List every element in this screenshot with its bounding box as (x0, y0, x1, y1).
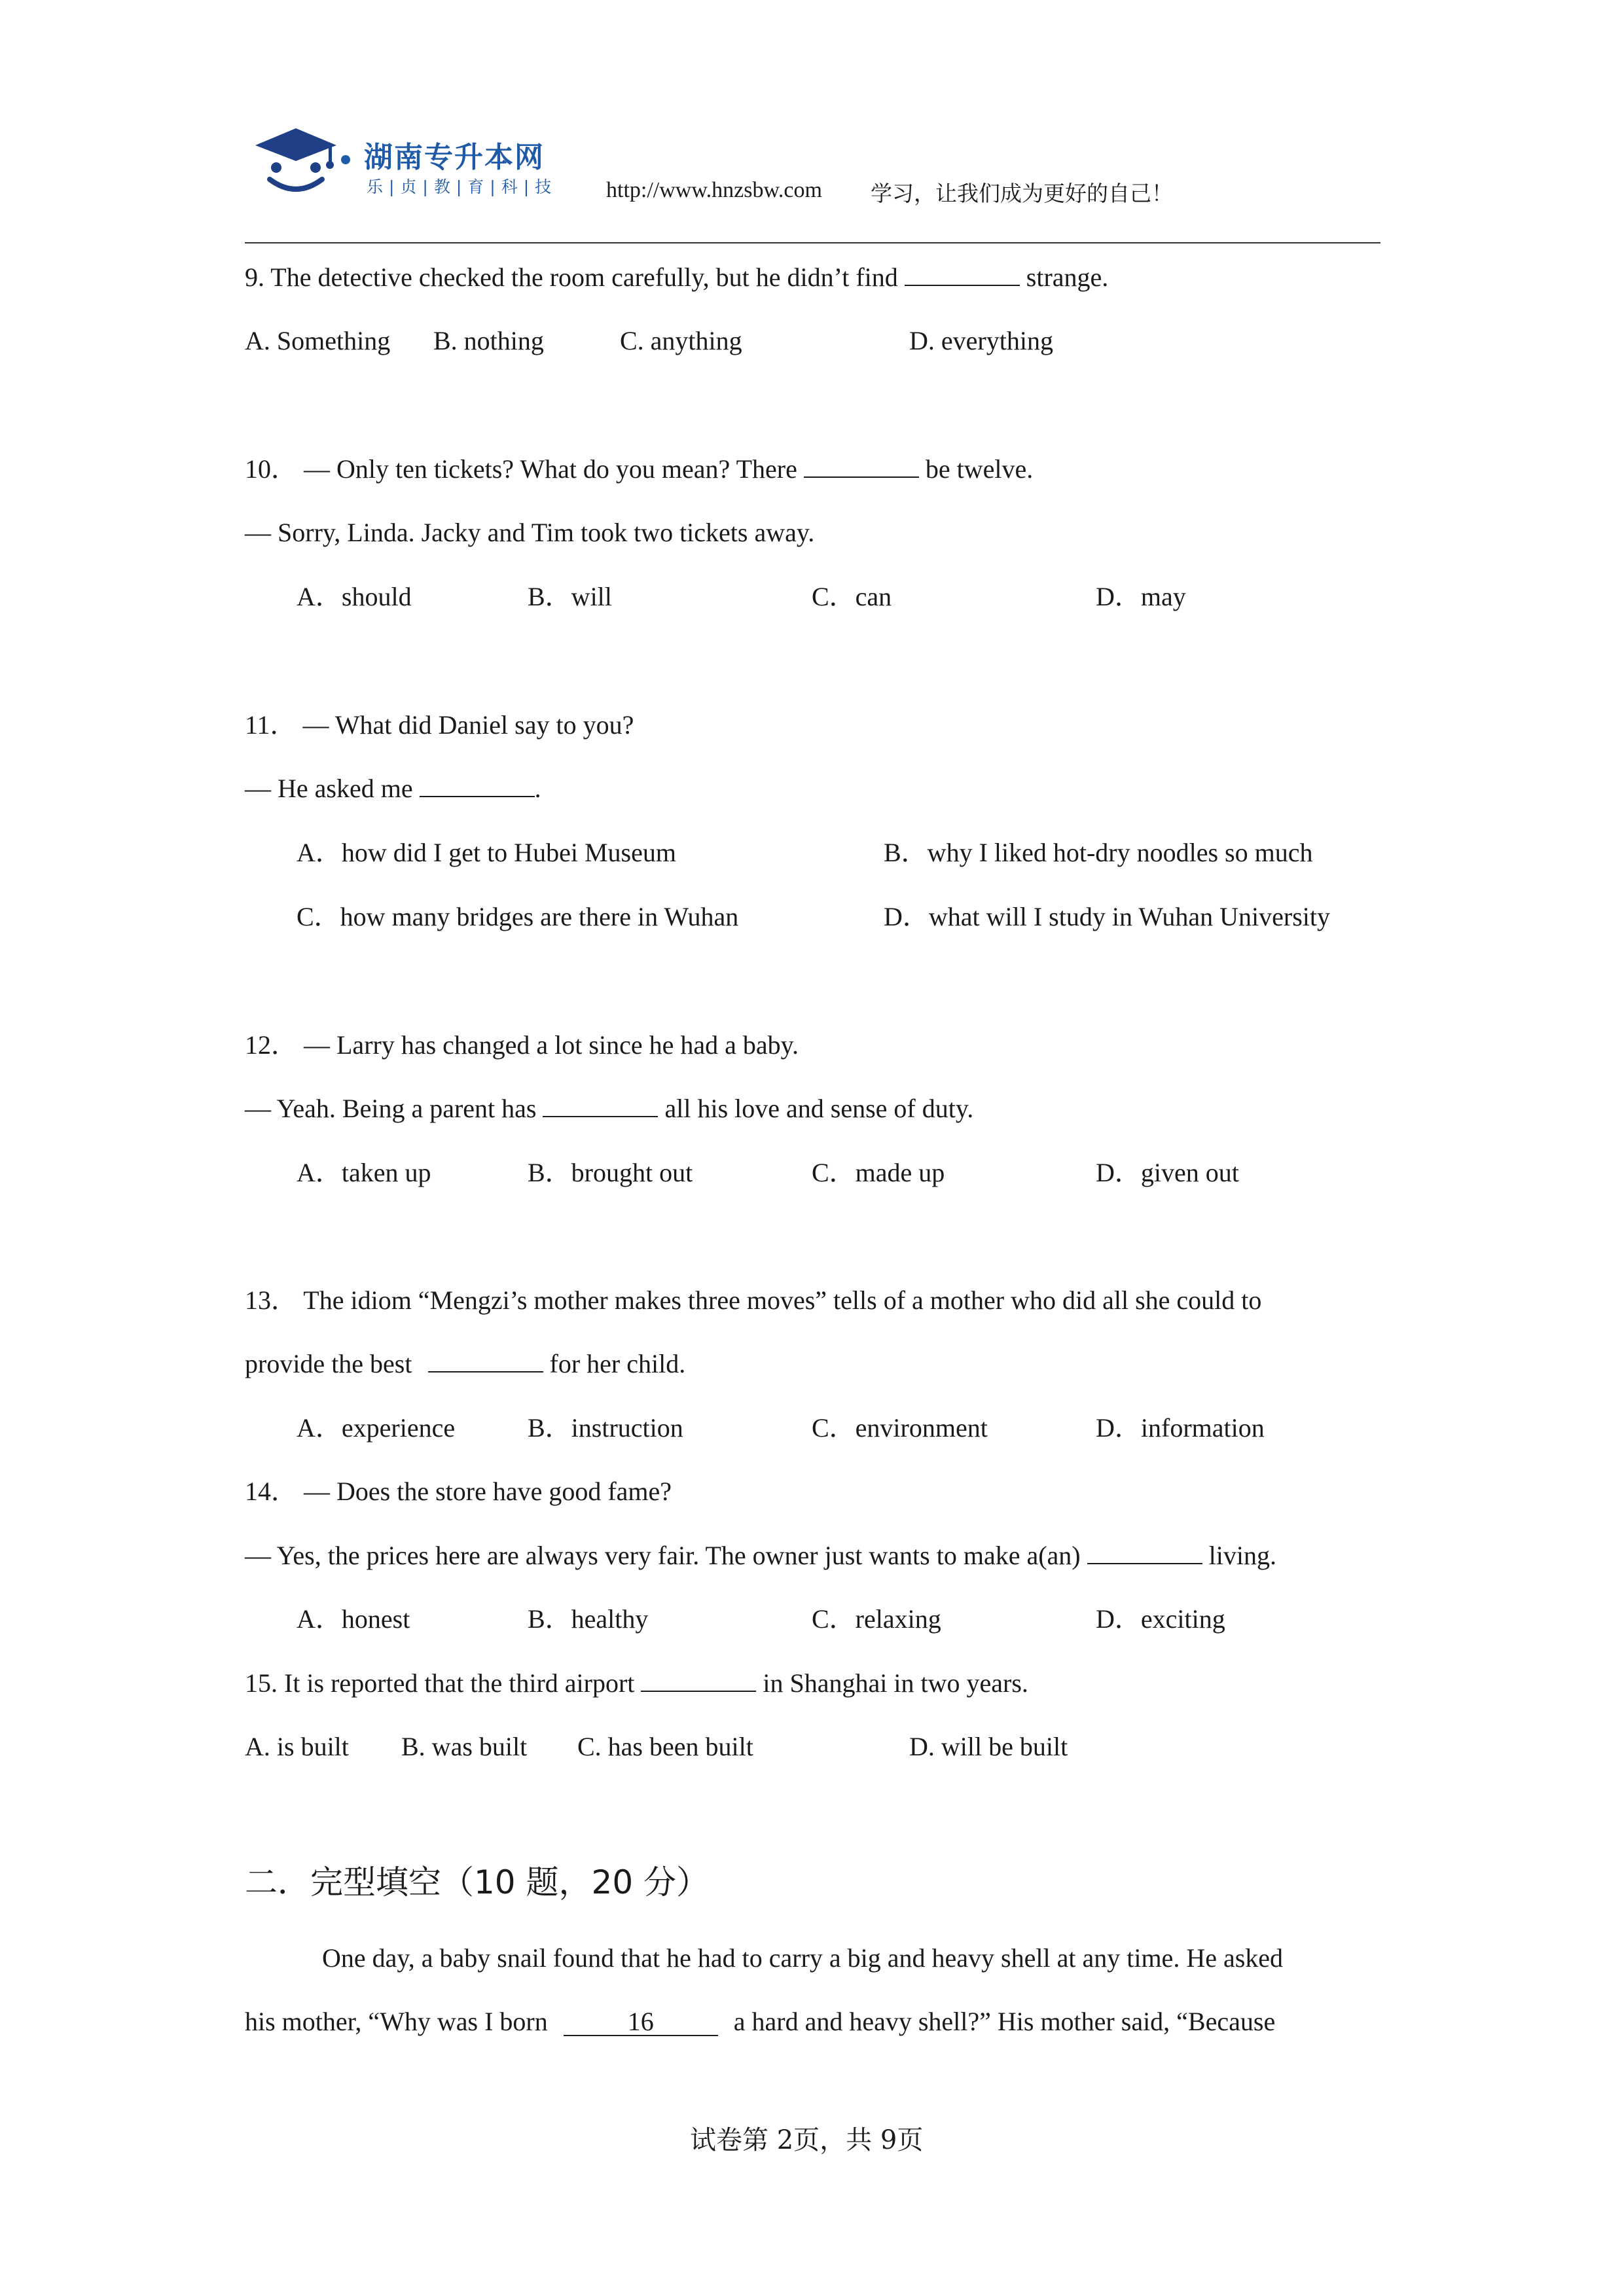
question-number: 10． (245, 454, 297, 484)
brand-tagline: 乐|贞|教|育|科|技 (367, 177, 558, 196)
answer-blank (804, 456, 919, 478)
option-a[interactable]: A．should (297, 582, 412, 611)
section-title: 二．完型填空（10 题，20 分） (245, 1863, 710, 1901)
question-number: 14． (245, 1477, 297, 1506)
option-a[interactable]: A．how did I get to Hubei Museum (297, 838, 676, 867)
option-c[interactable]: C．how many bridges are there in Wuhan (297, 902, 739, 931)
graduation-cap-logo-icon (250, 122, 355, 194)
question-stem: 10． — Only ten tickets? What do you mean? There be twelve. (245, 454, 1034, 484)
question-number: 12． (245, 1030, 297, 1060)
passage-line-1: One day, a baby snail found that he had to carry a big and heavy shell at any time. He asked (322, 1943, 1284, 1973)
option-d[interactable]: D．information (1096, 1413, 1265, 1443)
question-stem: 15. It is reported that the third airport in Shanghai in two years. (245, 1668, 1028, 1698)
option-c[interactable]: C．made up (812, 1158, 945, 1187)
option-b[interactable]: B．brought out (528, 1158, 693, 1187)
option-c[interactable]: C．environment (812, 1413, 988, 1443)
option-a[interactable]: A．taken up (297, 1158, 431, 1187)
option-c[interactable]: C．can (812, 582, 892, 611)
question-number: 9. (245, 262, 264, 292)
question-number: 11． (245, 710, 297, 740)
question-stem: 11． — What did Daniel say to you? (245, 710, 634, 740)
question-number: 13． (245, 1285, 297, 1315)
brand-name: 湖南专升本网 (364, 141, 545, 174)
question-stem: 12． — Larry has changed a lot since he had a baby. (245, 1030, 799, 1060)
answer-blank (641, 1670, 756, 1692)
answer-blank (543, 1095, 658, 1117)
question-line: — Sorry, Linda. Jacky and Tim took two tickets away. (245, 518, 815, 547)
header-url[interactable]: http://www.hnzsbw.com (606, 178, 822, 202)
question-line: — He asked me . (245, 774, 541, 803)
question-stem: 9. The detective checked the room carefully, but he didn’t find strange. (245, 262, 1109, 292)
option-c[interactable]: C．relaxing (812, 1604, 941, 1634)
option-d[interactable]: D. everything (909, 326, 1053, 355)
option-b[interactable]: B．healthy (528, 1604, 649, 1634)
question-line: — Yeah. Being a parent has all his love and sense of duty. (245, 1094, 974, 1123)
header-motto: 学习，让我们成为更好的自己！ (871, 181, 1173, 206)
answer-blank (420, 775, 535, 797)
option-b[interactable]: B. was built (401, 1732, 528, 1761)
option-a[interactable]: A．honest (297, 1604, 410, 1634)
page-footer: 试卷第 2页，共 9页 (690, 2125, 924, 2155)
option-d[interactable]: D．what will I study in Wuhan University (884, 902, 1331, 931)
option-d[interactable]: D．given out (1096, 1158, 1239, 1187)
passage-line-2: his mother, “Why was I born 16 a hard and heavy shell?” His mother said, “Because (245, 2007, 1276, 2036)
option-c[interactable]: C. anything (620, 326, 742, 355)
question-stem: 13． The idiom “Mengzi’s mother makes three moves” tells of a mother who did all she could to (245, 1285, 1262, 1315)
option-d[interactable]: D．exciting (1096, 1604, 1225, 1634)
question-number: 15. (245, 1668, 278, 1698)
option-a[interactable]: A. is built (245, 1732, 349, 1761)
option-b[interactable]: B．why I liked hot-dry noodles so much (884, 838, 1313, 867)
cloze-blank-16[interactable]: 16 (564, 2009, 718, 2036)
question-line: — Yes, the prices here are always very fair. The owner just wants to make a(an) living. (245, 1541, 1276, 1570)
option-a[interactable]: A．experience (297, 1413, 456, 1443)
header-divider (245, 242, 1380, 243)
option-b[interactable]: B．will (528, 582, 612, 611)
question-line: provide the best for her child. (245, 1349, 686, 1378)
answer-blank (1087, 1542, 1202, 1564)
answer-blank (428, 1350, 543, 1372)
answer-blank (905, 264, 1020, 286)
question-stem: 14． — Does the store have good fame? (245, 1477, 672, 1506)
option-c[interactable]: C. has been built (577, 1732, 753, 1761)
option-d[interactable]: D．may (1096, 582, 1186, 611)
option-a[interactable]: A. Something (245, 326, 391, 355)
option-b[interactable]: B．instruction (528, 1413, 683, 1443)
option-d[interactable]: D. will be built (909, 1732, 1068, 1761)
option-b[interactable]: B. nothing (433, 326, 544, 355)
